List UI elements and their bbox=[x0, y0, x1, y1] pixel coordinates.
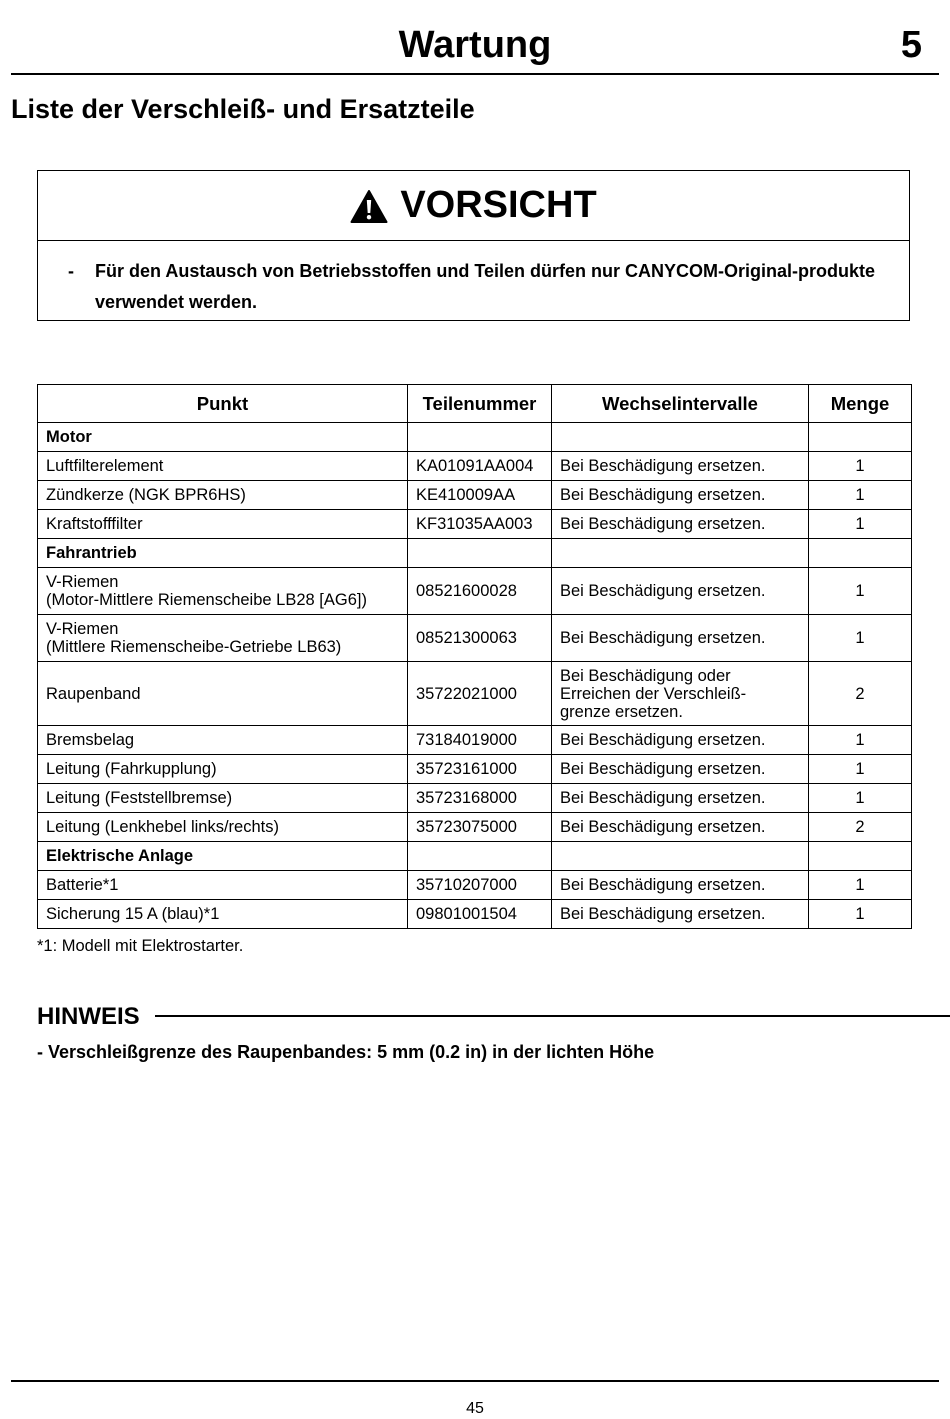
cell-punkt: Raupenband bbox=[38, 662, 408, 726]
footnote: *1: Modell mit Elektrostarter. bbox=[37, 937, 244, 955]
table-row bbox=[38, 662, 912, 726]
column-header-menge: Menge bbox=[809, 385, 912, 423]
table-row bbox=[38, 452, 912, 481]
cell-menge: 1 bbox=[809, 481, 912, 510]
cell-punkt: Leitung (Fahrkupplung) bbox=[38, 755, 408, 784]
table-row bbox=[38, 813, 912, 842]
page-title: Wartung bbox=[398, 24, 552, 66]
cell-punkt: Fahrantrieb bbox=[38, 539, 408, 568]
cell-teilenummer: 35722021000 bbox=[408, 662, 552, 726]
cell-teilenummer: 08521600028 bbox=[408, 568, 552, 615]
cell-wechselintervalle: Bei Beschädigung ersetzen. bbox=[552, 510, 809, 539]
cell-menge: 1 bbox=[809, 726, 912, 755]
caution-header bbox=[38, 171, 909, 241]
cell-teilenummer bbox=[408, 423, 552, 452]
cell-teilenummer: 35710207000 bbox=[408, 871, 552, 900]
note-text: - Verschleißgrenze des Raupenbandes: 5 mm (0.2 in) in der lichten Höhe bbox=[37, 1042, 655, 1062]
cell-menge: 2 bbox=[809, 662, 912, 726]
table-row bbox=[38, 423, 912, 452]
table-row bbox=[38, 539, 912, 568]
cell-teilenummer: 09801001504 bbox=[408, 900, 552, 929]
caution-bullet: - bbox=[68, 261, 74, 281]
table-row bbox=[38, 842, 912, 871]
cell-punkt: Luftfilterelement bbox=[38, 452, 408, 481]
cell-teilenummer: 73184019000 bbox=[408, 726, 552, 755]
table-row bbox=[38, 726, 912, 755]
caution-text: Für den Austausch von Betriebsstoffen und Teilen dürfen nur CANYCOM-Original-produkte verwendet werden. bbox=[95, 261, 876, 312]
table-header-row bbox=[38, 385, 912, 423]
cell-menge: 1 bbox=[809, 615, 912, 662]
cell-menge: 1 bbox=[809, 871, 912, 900]
cell-teilenummer: KF31035AA003 bbox=[408, 510, 552, 539]
cell-menge: 1 bbox=[809, 784, 912, 813]
cell-wechselintervalle: Bei Beschädigung ersetzen. bbox=[552, 481, 809, 510]
cell-menge bbox=[809, 423, 912, 452]
column-header-wechselintervalle: Wechselintervalle bbox=[552, 385, 809, 423]
column-header-punkt: Punkt bbox=[38, 385, 408, 423]
cell-wechselintervalle: Bei Beschädigung ersetzen. bbox=[552, 615, 809, 662]
page-number: 45 bbox=[466, 1400, 484, 1417]
cell-wechselintervalle: Bei Beschädigung ersetzen. bbox=[552, 755, 809, 784]
cell-punkt: Motor bbox=[38, 423, 408, 452]
cell-teilenummer: KE410009AA bbox=[408, 481, 552, 510]
cell-punkt: V-Riemen (Motor-Mittlere Riemenscheibe LB28 [AG6]) bbox=[38, 568, 408, 615]
cell-menge bbox=[809, 842, 912, 871]
cell-menge: 1 bbox=[809, 452, 912, 481]
cell-wechselintervalle bbox=[552, 539, 809, 568]
table-row bbox=[38, 510, 912, 539]
cell-wechselintervalle: Bei Beschädigung ersetzen. bbox=[552, 813, 809, 842]
column-header-teilenummer: Teilenummer bbox=[408, 385, 552, 423]
cell-punkt: V-Riemen (Mittlere Riemenscheibe-Getriebe LB63) bbox=[38, 615, 408, 662]
cell-teilenummer: 35723075000 bbox=[408, 813, 552, 842]
cell-punkt: Sicherung 15 A (blau)*1 bbox=[38, 900, 408, 929]
cell-wechselintervalle: Bei Beschädigung ersetzen. bbox=[552, 568, 809, 615]
cell-wechselintervalle: Bei Beschädigung ersetzen. bbox=[552, 871, 809, 900]
cell-menge: 1 bbox=[809, 755, 912, 784]
table-row bbox=[38, 755, 912, 784]
cell-punkt: Zündkerze (NGK BPR6HS) bbox=[38, 481, 408, 510]
cell-punkt: Leitung (Feststellbremse) bbox=[38, 784, 408, 813]
cell-menge: 2 bbox=[809, 813, 912, 842]
cell-menge bbox=[809, 539, 912, 568]
cell-wechselintervalle: Bei Beschädigung ersetzen. bbox=[552, 726, 809, 755]
caution-box bbox=[37, 170, 910, 321]
cell-wechselintervalle bbox=[552, 423, 809, 452]
cell-teilenummer: 35723161000 bbox=[408, 755, 552, 784]
cell-punkt: Kraftstofffilter bbox=[38, 510, 408, 539]
table-row bbox=[38, 900, 912, 929]
cell-teilenummer: KA01091AA004 bbox=[408, 452, 552, 481]
cell-punkt: Bremsbelag bbox=[38, 726, 408, 755]
cell-wechselintervalle: Bei Beschädigung ersetzen. bbox=[552, 452, 809, 481]
section-title: Liste der Verschleiß- und Ersatzteile bbox=[11, 94, 475, 124]
note-title: HINWEIS bbox=[37, 1002, 150, 1032]
cell-wechselintervalle: Bei Beschädigung ersetzen. bbox=[552, 900, 809, 929]
table-row bbox=[38, 784, 912, 813]
caution-body bbox=[38, 241, 909, 318]
cell-punkt: Elektrische Anlage bbox=[38, 842, 408, 871]
table-row bbox=[38, 871, 912, 900]
cell-wechselintervalle: Bei Beschädigung oder Erreichen der Verschleiß- grenze ersetzen. bbox=[552, 662, 809, 726]
cell-teilenummer bbox=[408, 539, 552, 568]
caution-label: VORSICHT bbox=[400, 184, 597, 226]
cell-menge: 1 bbox=[809, 568, 912, 615]
cell-teilenummer bbox=[408, 842, 552, 871]
cell-punkt: Batterie*1 bbox=[38, 871, 408, 900]
header-divider bbox=[11, 73, 939, 75]
cell-punkt: Leitung (Lenkhebel links/rechts) bbox=[38, 813, 408, 842]
chapter-number: 5 bbox=[900, 24, 922, 66]
warning-triangle-icon bbox=[350, 189, 388, 224]
table-row bbox=[38, 615, 912, 662]
footer-divider bbox=[11, 1380, 939, 1382]
cell-menge: 1 bbox=[809, 900, 912, 929]
cell-wechselintervalle bbox=[552, 842, 809, 871]
parts-table-body bbox=[38, 423, 912, 929]
parts-table bbox=[37, 384, 912, 929]
table-row bbox=[38, 481, 912, 510]
cell-teilenummer: 08521300063 bbox=[408, 615, 552, 662]
note-divider bbox=[155, 1015, 950, 1017]
cell-teilenummer: 35723168000 bbox=[408, 784, 552, 813]
table-row bbox=[38, 568, 912, 615]
cell-menge: 1 bbox=[809, 510, 912, 539]
cell-wechselintervalle: Bei Beschädigung ersetzen. bbox=[552, 784, 809, 813]
